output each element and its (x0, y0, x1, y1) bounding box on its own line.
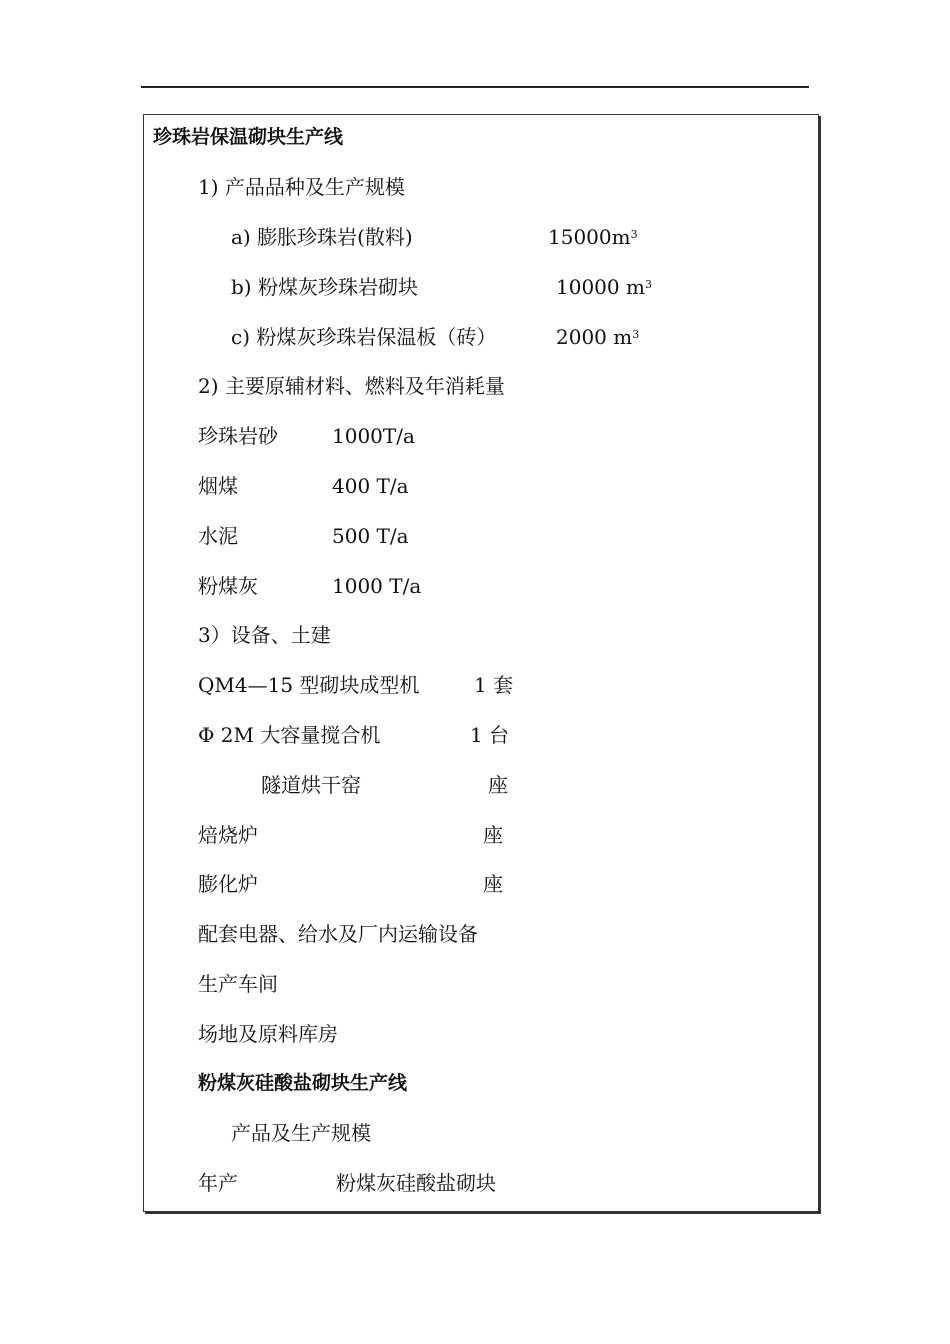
equipment-name: 隧道烘干窑 (261, 773, 361, 797)
material-quantity: 1000 T/a (332, 574, 422, 598)
section-flyash-scale: 产品及生产规模 (231, 1121, 371, 1145)
material-quantity: 500 T/a (332, 524, 409, 548)
product-label: a) 膨胀珍珠岩(散料) (231, 225, 413, 249)
equipment-name: 膨化炉 (198, 872, 258, 896)
equipment-name: QM4—15 型砌块成型机 (198, 673, 420, 697)
equipment-quantity: 1 套 (474, 673, 514, 697)
equipment-name: Φ 2M 大容量搅合机 (198, 723, 381, 747)
heading-flyash-line: 粉煤灰硅酸盐砌块生产线 (198, 1072, 408, 1094)
section-products-scale: 1) 产品品种及生产规模 (198, 175, 405, 199)
material-name: 烟煤 (198, 474, 238, 498)
extra-item: 场地及原料库房 (198, 1022, 338, 1046)
material-name: 水泥 (198, 524, 238, 548)
extra-item: 生产车间 (198, 972, 278, 996)
product-label: b) 粉煤灰珍珠岩砌块 (231, 275, 418, 299)
annual-value: 粉煤灰硅酸盐砌块 (336, 1171, 496, 1195)
product-quantity: 10000 $m^3$ (556, 275, 652, 299)
annual-label: 年产 (198, 1171, 238, 1195)
extra-item: 配套电器、给水及厂内运输设备 (198, 922, 478, 946)
header-rule (141, 86, 809, 88)
material-quantity: 1000T/a (332, 424, 415, 448)
equipment-name: 焙烧炉 (198, 823, 258, 847)
equipment-quantity: 座 (488, 773, 508, 797)
section-equipment: 3）设备、土建 (198, 623, 331, 647)
heading-pearlite-line: 珍珠岩保温砌块生产线 (153, 126, 344, 148)
section-materials: 2) 主要原辅材料、燃料及年消耗量 (198, 374, 505, 398)
product-quantity: $15000m^3$ (548, 225, 638, 249)
equipment-quantity: 座 (483, 872, 503, 896)
equipment-quantity: 1 台 (470, 723, 510, 747)
material-name: 粉煤灰 (198, 574, 258, 598)
product-label: c) 粉煤灰珍珠岩保温板（砖） (231, 325, 497, 349)
material-name: 珍珠岩砂 (198, 424, 278, 448)
equipment-quantity: 座 (483, 823, 503, 847)
material-quantity: 400 T/a (332, 474, 409, 498)
product-quantity: 2000 $m^3$ (556, 325, 640, 349)
